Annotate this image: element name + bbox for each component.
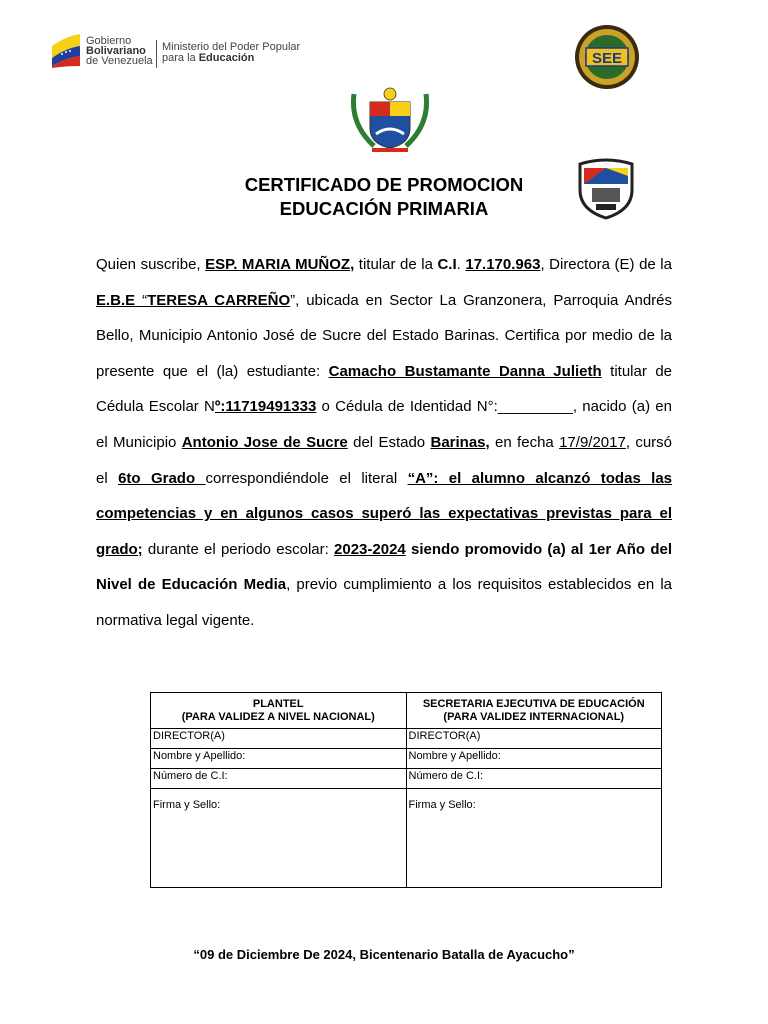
government-name: Gobierno Bolivariano de Venezuela — [86, 35, 153, 67]
school-name: TERESA CARREÑO — [147, 291, 291, 309]
certificate-title — [200, 173, 568, 221]
birth-state: Barinas, — [430, 433, 490, 451]
see-seal-icon — [574, 24, 640, 90]
title-line-1: CERTIFICADO DE PROMOCION — [244, 174, 524, 195]
school-shield-icon — [576, 156, 636, 220]
title-line-2: EDUCACIÓN PRIMARIA — [279, 198, 489, 219]
svg-text:SEE: SEE — [591, 50, 623, 67]
see-ci: Número de C.I: — [406, 769, 662, 789]
certificate-body: Quien suscribe, ESP. MARIA MUÑOZ, titular de la C.I. 17.170.963, Directora (E) de la E.B.E “TERESA CARREÑO”, ubicada en Sector La Granzonera, Parroquia Andrés Bello, Municipio Antonio José de Sucre del Estado Barinas. Certifica por medio de la presente que el (la) estudiante: Camacho Bustamante Danna Julieth titular de Cédula Escolar Nº:11719491333 o Cédula de Identidad N°:_________, nacido (a) en el Municipio Antonio Jose de Sucre del Estado Barinas, en fecha 17/9/2017, cursó el 6to Grado correspondiéndole el literal “A”: el alumno alcanzó todas las competencias y en algunos casos superó las expectativas previstas para el grado; durante el periodo escolar: 2023-2024 siendo promovido (a) al 1er Año del Nivel de Educación Media, previo cumplimiento a los requisitos establecidos en la normativa legal vigente. — [96, 256, 673, 629]
see-header: SECRETARIA EJECUTIVA DE EDUCACIÓN (PARA VALIDEZ INTERNACIONAL) — [406, 693, 662, 729]
signer-name: ESP. MARIA MUÑOZ, — [205, 256, 355, 273]
footer-motto: “09 de Diciembre De 2024, Bicentenario Batalla de Ayacucho” — [193, 947, 575, 962]
promotion-text: siendo promovido (a) al 1er Año del Nivel de Educación Media — [96, 540, 672, 594]
plantel-signature: Firma y Sello: — [151, 789, 407, 888]
plantel-header: PLANTEL (PARA VALIDEZ A NIVEL NACIONAL) — [151, 693, 407, 729]
see-name: Nombre y Apellido: — [406, 749, 662, 769]
plantel-name: Nombre y Apellido: — [151, 749, 407, 769]
logo-divider — [156, 40, 157, 68]
signature-table — [150, 692, 662, 888]
student-name: Camacho Bustamante Danna Julieth — [328, 362, 602, 380]
plantel-ci: Número de C.I: — [151, 769, 407, 789]
plantel-director: DIRECTOR(A) — [151, 729, 407, 749]
see-director: DIRECTOR(A) — [406, 729, 662, 749]
student-cedula: º:11719491333 — [214, 398, 317, 416]
venezuela-flag-icon — [50, 32, 82, 68]
see-signature: Firma y Sello: — [406, 789, 662, 888]
school-period: 2023-2024 — [334, 540, 406, 558]
grade: 6to Grado — [118, 469, 206, 487]
signer-ci: 17.170.963 — [465, 256, 541, 273]
ministry-name: Ministerio del Poder Popular para la Educación — [162, 41, 301, 64]
birth-date: 17/9/2017 — [559, 433, 626, 451]
coat-of-arms-icon — [348, 84, 432, 156]
literal-grade: “A”: el alumno alcanzó todas las competencias y en algunos casos superó las expectativas previstas para el grado; — [96, 469, 673, 558]
birth-municipality: Antonio Jose de Sucre — [181, 433, 348, 451]
